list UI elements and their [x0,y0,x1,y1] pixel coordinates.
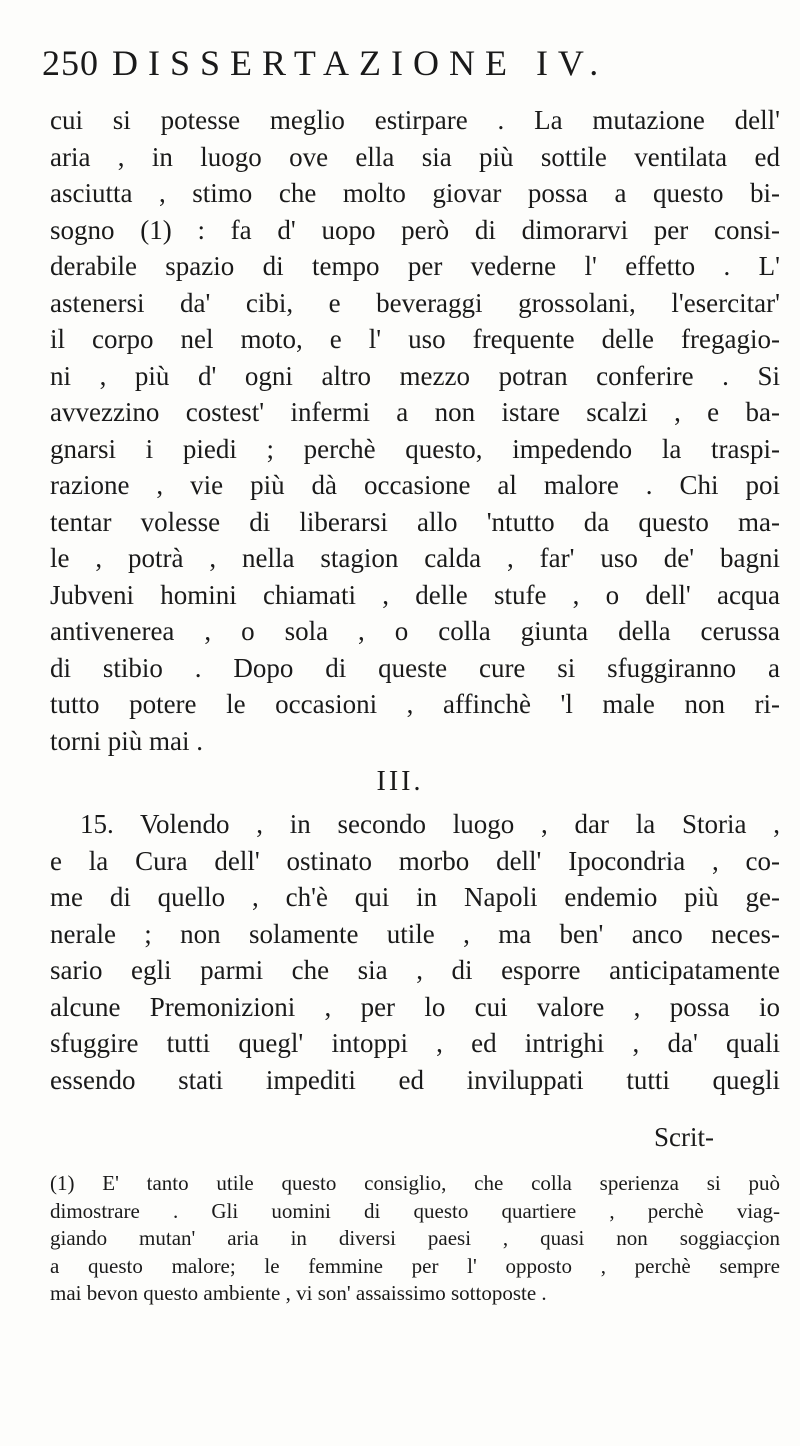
text-line: derabile spazio di tempo per vederne l' effetto . L' [50,251,780,281]
page-number: 250 [42,43,99,83]
footnote-line: mai bevon questo ambiente , vi son' assaissimo sottoposte . [50,1281,547,1305]
footnote-line: a questo malore; le femmine per l' opposto , perchè sempre [50,1253,780,1278]
text-line: avvezzino costest' infermi a non istare scalzi , e ba- [50,397,780,427]
text-line: le , potrà , nella stagion calda , far' uso de' bagni [50,543,780,573]
text-line: torni più mai . [50,725,203,756]
text-line: sario egli parmi che sia , di esporre anticipatamente [50,955,780,985]
text-line: 15. Volendo , in secondo luogo , dar la Storia , [80,809,780,839]
text-line: Jubveni homini chiamati , delle stufe , o dell' acqua [50,579,780,610]
paragraph-1 [50,102,780,759]
text-line: sogno (1) : fa d' uopo però di dimorarvi per consi- [50,214,780,245]
text-line: astenersi da' cibi, e beveraggi grossolani, l'esercitar' [50,287,780,318]
text-line: razione , vie più dà occasione al malore . Chi poi [50,470,780,500]
paragraph-2 [50,806,780,1098]
catchword: Scrit- [654,1122,714,1152]
text-line: tentar volesse di liberarsi allo 'ntutto da questo ma- [50,506,780,537]
text-line: cui si potesse meglio estirpare . La mutazione dell' [50,105,780,135]
footnote [50,1170,780,1308]
text-line: asciutta , stimo che molto giovar possa a questo bi- [50,178,780,208]
text-line: alcune Premonizioni , per lo cui valore , possa io [50,991,780,1022]
text-line: me di quello , ch'è qui in Napoli endemio più ge- [50,882,780,912]
footnote-line: dimostrare . Gli uomini di questo quartiere , perchè viag- [50,1198,780,1223]
section-number: III. [376,766,424,797]
text-line: sfuggire tutti quegl' intoppi , ed intrighi , da' quali [50,1028,780,1058]
footnote-line: (1) E' tanto utile questo consiglio, che colla sperienza si può [50,1171,780,1195]
text-line: di stibio . Dopo di queste cure si sfuggiranno a [50,652,780,683]
text-line: il corpo nel moto, e l' uso frequente delle fregagio- [50,324,780,354]
running-title: DISSERTAZIONE IV. [112,43,609,83]
text-line: gnarsi i piedi ; perchè questo, impedendo la traspi- [50,433,780,464]
running-head [42,38,772,88]
text-line: nerale ; non solamente utile , ma ben' anco neces- [50,918,780,949]
text-line: aria , in luogo ove ella sia più sottile ventilata ed [50,141,780,172]
text-line: e la Cura dell' ostinato morbo dell' Ipocondria , co- [50,845,780,876]
text-line: antivenerea , o sola , o colla giunta della cerussa [50,616,780,646]
text-line: ni , più d' ogni altro mezzo potran conferire . Si [50,360,780,391]
footnote-line: giando mutan' aria in diversi paesi , quasi non soggiacçion [50,1226,780,1250]
text-line: essendo stati impediti ed inviluppati tutti quegli [50,1064,780,1095]
text-line: tutto potere le occasioni , affinchè 'l male non ri- [50,689,780,719]
